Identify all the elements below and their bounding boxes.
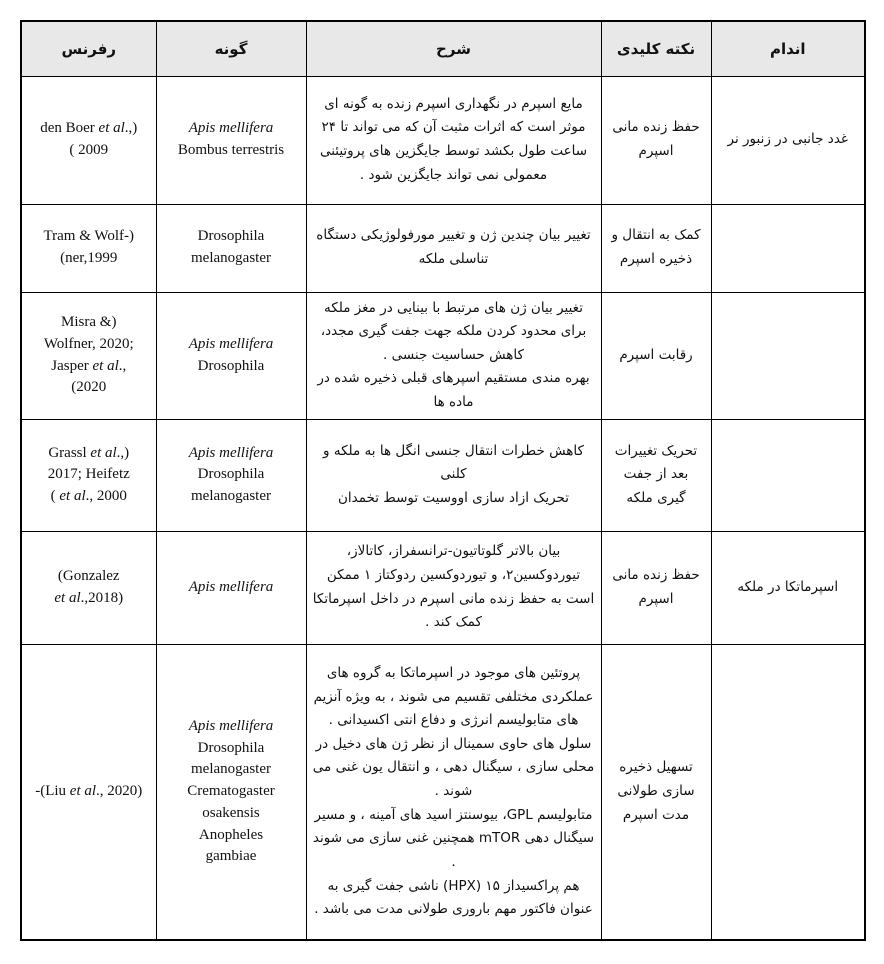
cell-description (306, 76, 601, 204)
species-name: melanogaster (191, 488, 271, 504)
column-header-species: گونه (156, 21, 306, 76)
description-paragraph: بهره مندی مستقیم اسپرهای قبلی ذخیره شده در ماده ها (317, 370, 590, 410)
column-header-key-point: نکته کلیدی (601, 21, 711, 76)
review-table (20, 20, 866, 941)
cell-reference (21, 204, 156, 292)
column-header-description: شرح (306, 21, 601, 76)
reference-line: (ner,1999 (60, 250, 118, 266)
table-row (21, 292, 865, 419)
column-header-organ: اندام (711, 21, 865, 76)
reference-line: Tram & Wolf-) (43, 228, 134, 245)
reference-line: et al.,2018) (54, 589, 124, 606)
species-name: melanogaster (191, 761, 271, 778)
cell-key-point: حفظ زنده مانی اسپرم (601, 531, 711, 644)
description-paragraph: بیان بالاتر گلوتاتیون-ترانسفراز، کاتالاز، تیوردوکسین۲، و تیوردوکسین ردوکتاز ۱ ممکن است به حفظ زنده مانی اسپرم در داخل اسپرماتکا کمک کند . (312, 543, 595, 631)
cell-species (156, 644, 306, 940)
cell-species (156, 204, 306, 292)
cell-description (306, 531, 601, 644)
description-paragraph: تحریک ازاد سازی اووسیت توسط تخمدان (337, 489, 570, 506)
cell-reference (21, 292, 156, 419)
description-paragraph: کاهش خطرات انتقال جنسی انگل ها به ملکه و کلنی (323, 442, 584, 483)
species-name: Drosophila (197, 228, 265, 245)
description-paragraph: مایع اسپرم در نگهداری اسپرم زنده به گونه ای موثر است که اثرات مثبت آن که می تواند تا ۲۴ ساعت طول بکشد توسط جایگزین های پروتیئنی معمولی نمی تواند جایگزین شود . (319, 95, 588, 183)
cell-key-point: تسهیل ذخیره سازی طولانی مدت اسپرم (601, 644, 711, 940)
reference-line: Jasper et al., (51, 357, 127, 374)
cell-organ (711, 644, 865, 940)
cell-species (156, 292, 306, 419)
cell-description (306, 204, 601, 292)
cell-description (306, 644, 601, 940)
reference-line: ( 2009 (69, 142, 109, 158)
cell-reference (21, 644, 156, 940)
description-paragraph: سلول های حاوی سمینال از نظر ژن های دخیل در محلی سازی ، سیگنال دهی ، و انتقال یون غنی می شوند . (312, 735, 595, 800)
cell-species (156, 531, 306, 644)
reference-line: -(Liu et al., 2020) (35, 783, 143, 799)
reference-line: ( et al., 2000 (50, 488, 127, 504)
table-row (21, 531, 865, 644)
table-row (21, 204, 865, 292)
species-name: Drosophila (197, 357, 265, 374)
cell-key-point: رقابت اسپرم (601, 292, 711, 419)
species-name: osakensis (202, 804, 260, 821)
cell-description (306, 419, 601, 531)
description-paragraph: متابولیسم GPL، بیوسنتز اسید های آمینه ، و مسیر سیگنال دهی mTOR همچنین غنی سازی می شوند . (312, 806, 595, 870)
cell-key-point: کمک به انتقال و ذخیره اسپرم (601, 204, 711, 292)
species-name: Apis mellifera (188, 717, 274, 734)
cell-organ (711, 292, 865, 419)
species-name: Crematogaster (187, 783, 275, 799)
species-name: Drosophila (197, 466, 265, 483)
species-name: gambiae (205, 848, 257, 865)
cell-organ (711, 204, 865, 292)
cell-reference (21, 76, 156, 204)
species-name: melanogaster (191, 250, 271, 266)
cell-reference (21, 531, 156, 644)
species-name: Drosophila (197, 739, 265, 756)
cell-organ: اسپرماتکا در ملکه (711, 531, 865, 644)
header-row (21, 21, 865, 76)
species-name: Bombus terrestris (177, 142, 285, 158)
reference-line: den Boer et al.,) (40, 120, 138, 137)
description-paragraph: تغییر بیان ژن های مرتبط با بینایی در مغز ملکه برای محدود کردن ملکه جهت جفت گیری مجدد، کاهش حساسیت جنسی . (320, 299, 587, 363)
reference-line: (Gonzalez (57, 567, 120, 584)
cell-key-point: تحریک تغییرات بعد از جفت گیری ملکه (601, 419, 711, 531)
cell-reference (21, 419, 156, 531)
reference-line: Wolfner, 2020; (43, 335, 134, 352)
cell-organ (711, 419, 865, 531)
reference-line: 2017; Heifetz (47, 466, 130, 483)
species-name: Anopheles (198, 826, 264, 843)
description-paragraph: تغییر بیان چندین ژن و تغییر مورفولوژیکی دستگاه تناسلی ملکه (316, 227, 591, 267)
table-row (21, 419, 865, 531)
cell-species (156, 419, 306, 531)
species-name: Apis mellifera (188, 120, 274, 137)
table-row (21, 644, 865, 940)
table-body (21, 76, 865, 940)
column-header-reference: رفرنس (21, 21, 156, 76)
cell-description (306, 292, 601, 419)
reference-line: Misra &) (61, 314, 117, 331)
reference-line: Grassl et al.,) (48, 444, 130, 461)
species-name: Apis mellifera (188, 444, 274, 461)
species-name: Apis mellifera (188, 335, 274, 352)
cell-organ: غدد جانبی در زنبور نر (711, 76, 865, 204)
cell-key-point: حفظ زنده مانی اسپرم (601, 76, 711, 204)
cell-species (156, 76, 306, 204)
description-paragraph: هم پراکسیداز ۱۵ (HPX) ناشی جفت گیری به عنوان فاکتور مهم باروری طولانی مدت می باشد . (314, 877, 593, 918)
description-paragraph: پروتئین های موجود در اسپرماتکا به گروه های عملکردی مختلفی تقسیم می شوند ، به ویژه آنزیم های متابولیسم انرژی و دفاع انتی اکسیدانی . (313, 664, 594, 729)
species-name: Apis mellifera (188, 578, 274, 595)
reference-line: (2020 (71, 379, 107, 396)
table-row (21, 76, 865, 204)
